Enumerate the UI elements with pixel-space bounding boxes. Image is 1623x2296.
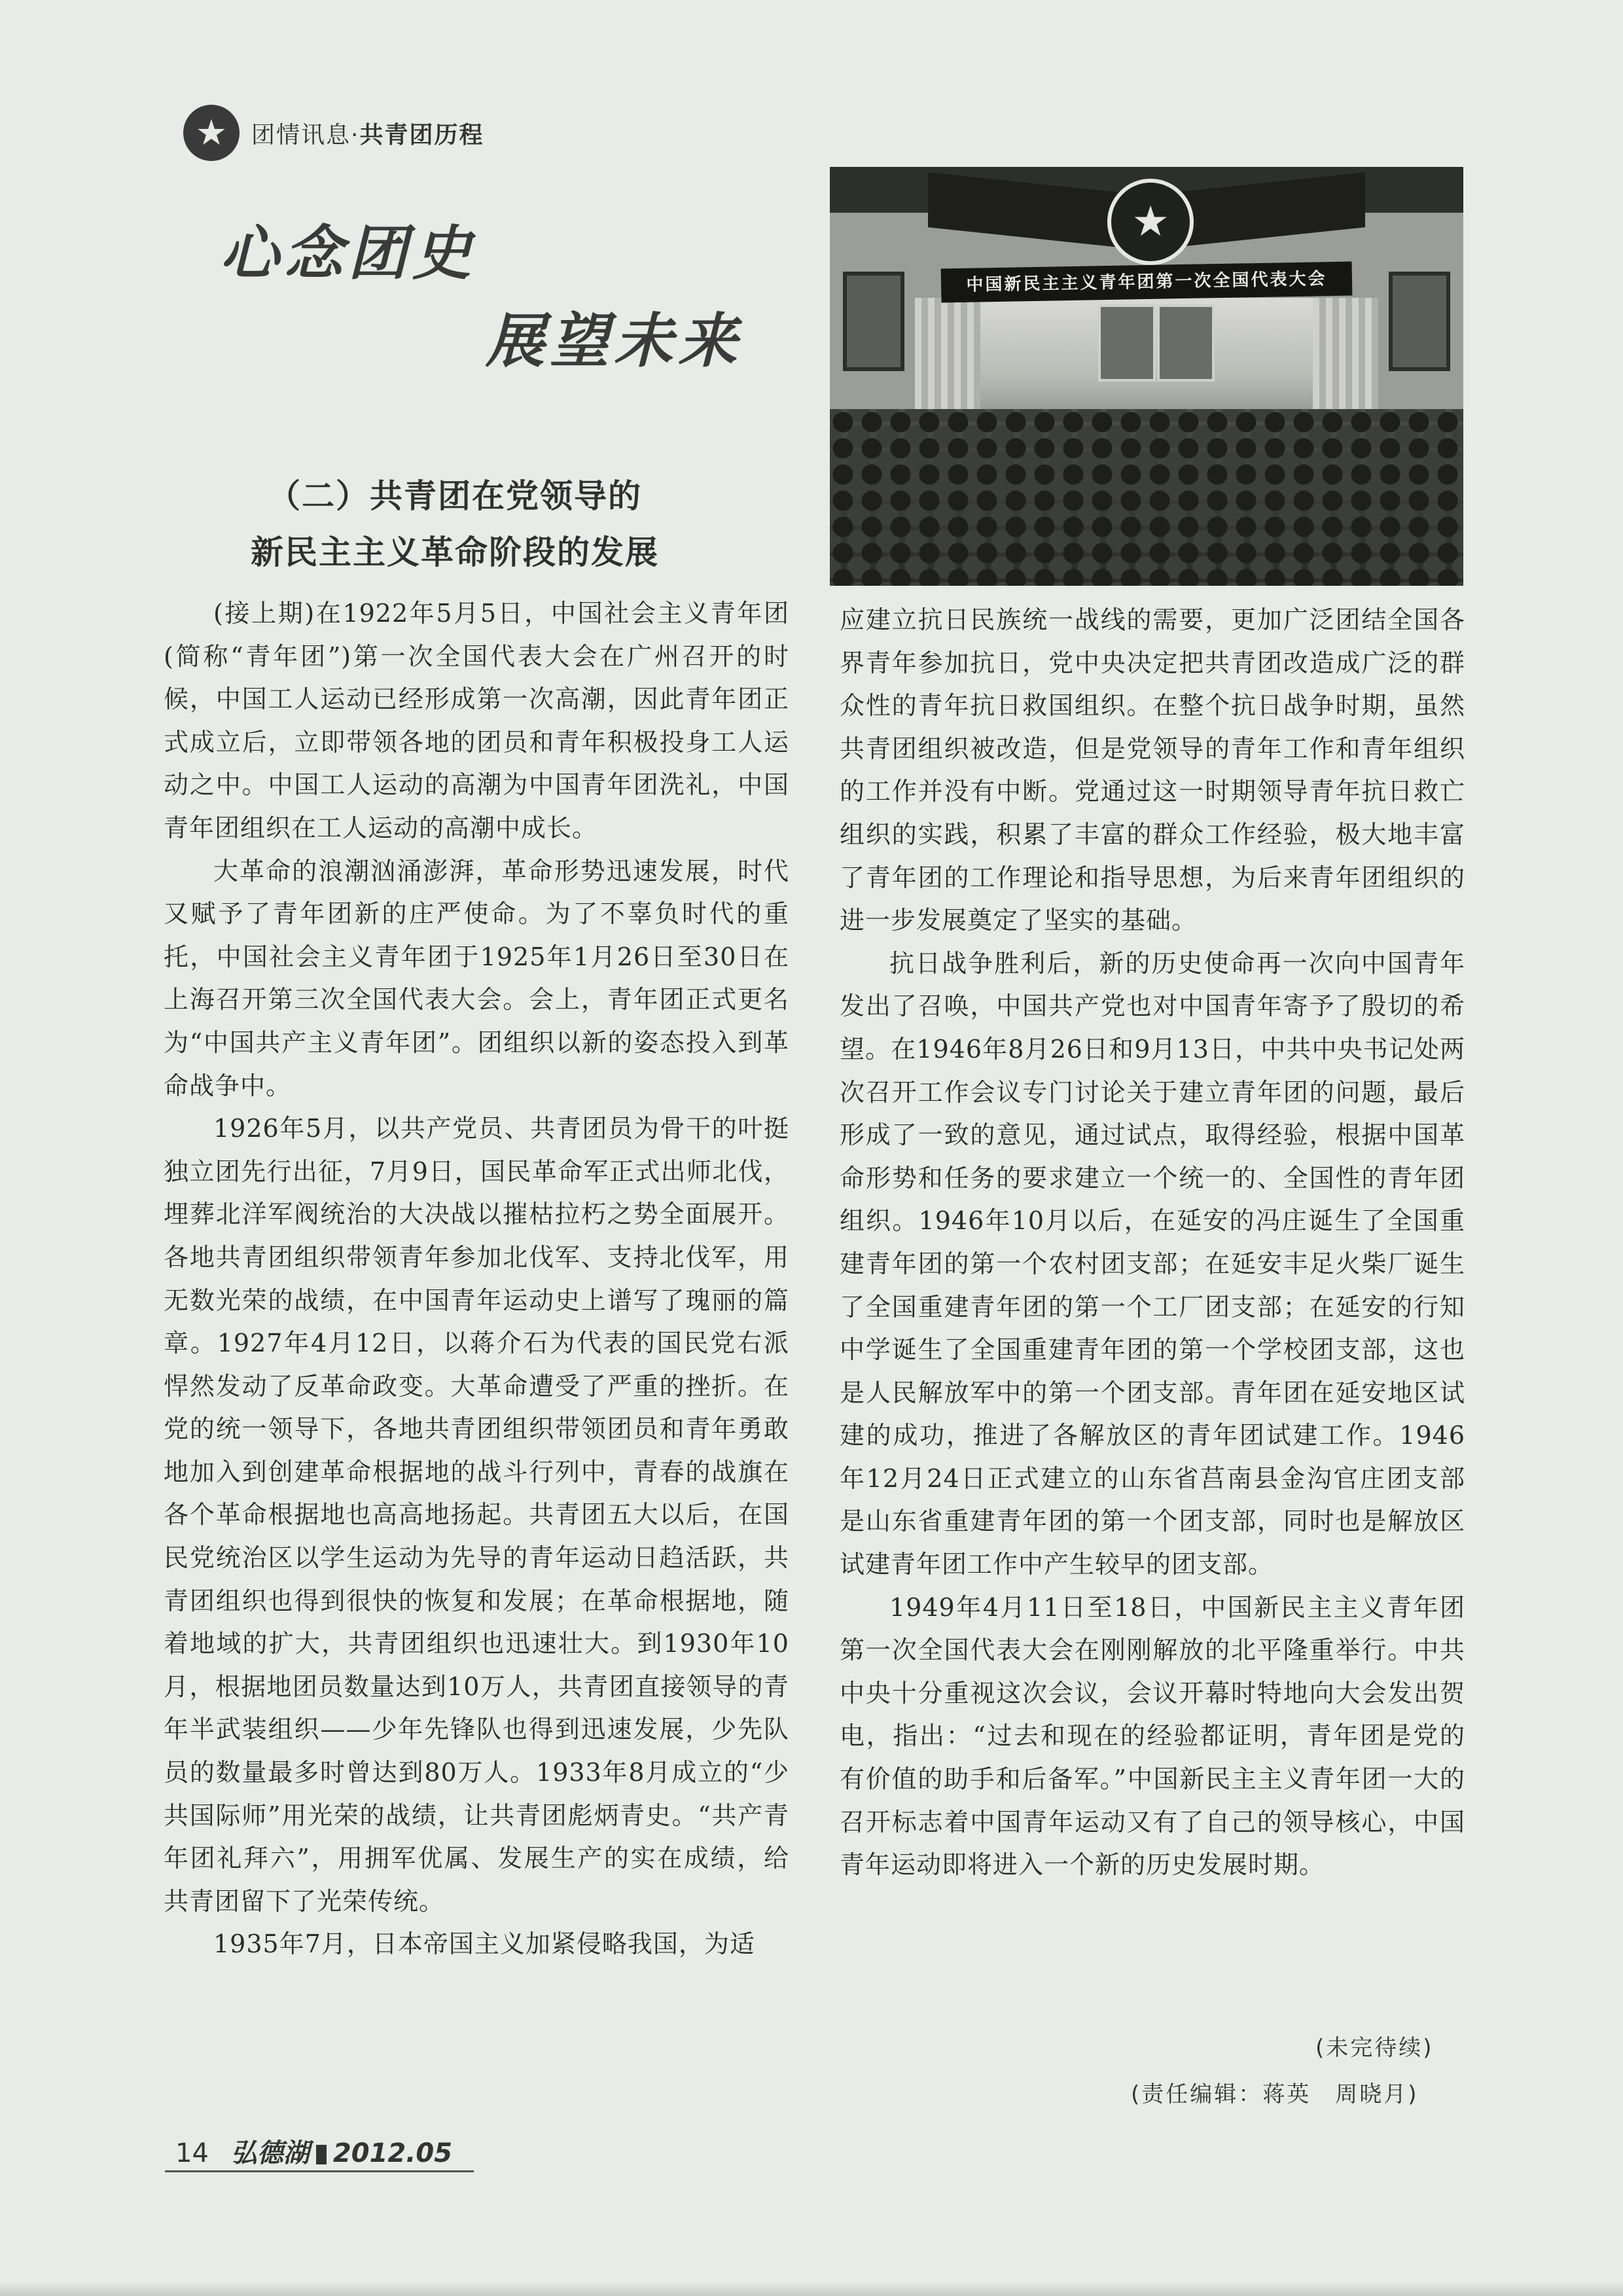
issue-number: 2012.05: [332, 2138, 453, 2168]
photo-portrait-right: [1389, 272, 1450, 371]
photo-banner: 中国新民主主义青年团第一次全国代表大会: [941, 262, 1353, 303]
photo-portrait-left: [843, 272, 904, 371]
magazine-name: 弘德湖: [230, 2138, 310, 2168]
left-column: [164, 592, 789, 1966]
section-label: 团情讯息·共青团历程: [251, 121, 484, 149]
subheading-line2: 新民主主义革命阶段的发展: [251, 533, 659, 571]
page-footer: [175, 2132, 452, 2170]
editor-credit: (责任编辑：蒋英 周晓月): [1131, 2081, 1419, 2108]
photo-star-emblem-icon: ★: [1107, 179, 1194, 265]
page-number: 14: [175, 2138, 209, 2168]
paragraph: (接上期)在1922年5月5日，中国社会主义青年团(简称“青年团”)第一次全国代表大会在广州召开的时候，中国工人运动已经形成第一次高潮，因此青年团正式成立后，立即带领各地的团员和青年积极投身工人运动之中。中国工人运动的高潮为中国青年团洗礼，中国青年团组织在工人运动的高潮中成长。: [164, 599, 789, 842]
paragraph: 抗日战争胜利后，新的历史使命再一次向中国青年发出了召唤，中国共产党也对中国青年寄予了殷切的希望。在1946年8月26日和9月13日，中共中央书记处两次召开工作会议专门讨论关于建立青年团的问题，最后形成了一致的意见，通过试点，取得经验，根据中国革命形势和任务的要求建立一个统一的、全国性的青年团组织。1946年10月以后，在延安的冯庄诞生了全国重建青年团的第一个农村团支部；在延安丰足火柴厂诞生了全国重建青年团的第一个工厂团支部；在延安的行知中学诞生了全国重建青年团的第一个学校团支部，这也是人民解放军中的第一个团支部。青年团在延安地区试建的成功，推进了各解放区的青年团试建工作。1946年12月24日正式建立的山东省莒南县金沟官庄团支部是山东省重建青年团的第一个团支部，同时也是解放区试建青年团工作中产生较早的团支部。: [840, 948, 1465, 1579]
column-name: 共青团历程: [359, 121, 484, 149]
page-edge: [0, 2282, 1623, 2296]
footer-rule: [165, 2170, 474, 2172]
paragraph: 大革命的浪潮汹涌澎湃，革命形势迅速发展，时代又赋予了青年团新的庄严使命。为了不辜负时代的重托，中国社会主义青年团于1925年1月26日至30日在上海召开第三次全国代表大会。会上，青年团正式更名为“中国共产主义青年团”。团组织以新的姿态投入到革命战争中。: [164, 856, 789, 1100]
photo-stage-portrait-1: [1098, 304, 1156, 382]
congress-photo: [830, 167, 1463, 586]
right-column: [840, 599, 1465, 1887]
photo-audience: [830, 409, 1463, 586]
youth-league-emblem-icon: [183, 105, 240, 161]
separator-block: [316, 2145, 327, 2164]
section-header: [183, 103, 484, 162]
star-icon: ★: [195, 112, 228, 153]
section-name: 团情讯息: [251, 121, 351, 149]
paragraph: 1935年7月，日本帝国主义加紧侵略我国，为适: [213, 1929, 755, 1959]
paragraph-continued: 应建立抗日民族统一战线的需要，更加广泛团结全国各界青年参加抗日，党中央决定把共青团改造成广泛的群众性的青年抗日救国组织。在整个抗日战争时期，虽然共青团组织被改造，但是党领导的青年工作和青年组织的工作并没有中断。党通过这一时期领导青年抗日救亡组织的实践，积累了丰富的群众工作经验，极大地丰富了青年团的工作理论和指导思想，为后来青年团组织的进一步发展奠定了坚实的基础。: [840, 605, 1465, 935]
paragraph: 1926年5月，以共产党员、共青团员为骨干的叶挺独立团先行出征，7月9日，国民革命军正式出师北伐，埋葬北洋军阀统治的大决战以摧枯拉朽之势全面展开。各地共青团组织带领青年参加北伐军、支持北伐军，用无数光荣的战绩，在中国青年运动史上谱写了瑰丽的篇章。1927年4月12日，以蒋介石为代表的国民党右派悍然发动了反革命政变。大革命遭受了严重的挫折。在党的统一领导下，各地共青团组织带领团员和青年勇敢地加入到创建革命根据地的战斗行列中，青春的战旗在各个革命根据地也高高地扬起。共青团五大以后，在国民党统治区以学生运动为先导的青年运动日趋活跃，共青团组织也得到很快的恢复和发展；在革命根据地，随着地域的扩大，共青团组织也迅速壮大。到1930年10月，根据地团员数量达到10万人，共青团直接领导的青年半武装组织——少年先锋队也得到迅速发展，少先队员的数量最多时曾达到80万人。1933年8月成立的“少共国际师”用光荣的战绩，让共青团彪炳青史。“共产青年团礼拜六”，用拥军优属、发展生产的实在成绩，给共青团留下了光荣传统。: [164, 1114, 789, 1916]
article-title-line2: 展望未来: [486, 307, 742, 376]
photo-curtain-left: [915, 298, 980, 422]
subheading-line1: （二）共青团在党领导的: [268, 477, 642, 515]
photo-curtain-right: [1313, 298, 1378, 422]
paragraph: 1949年4月11日至18日，中国新民主主义青年团第一次全国代表大会在刚刚解放的北平隆重举行。中共中央十分重视这次会议，会议开幕时特地向大会发出贺电，指出：“过去和现在的经验都证明，青年团是党的有价值的助手和后备军。”中国新民主主义青年团一大的召开标志着中国青年运动又有了自己的领导核心，中国青年运动即将进入一个新的历史发展时期。: [840, 1592, 1465, 1880]
to-be-continued-note: (未完待续): [1315, 2035, 1434, 2061]
photo-stage-portrait-2: [1157, 304, 1215, 382]
article-title-line1: 心念团史: [220, 219, 476, 288]
